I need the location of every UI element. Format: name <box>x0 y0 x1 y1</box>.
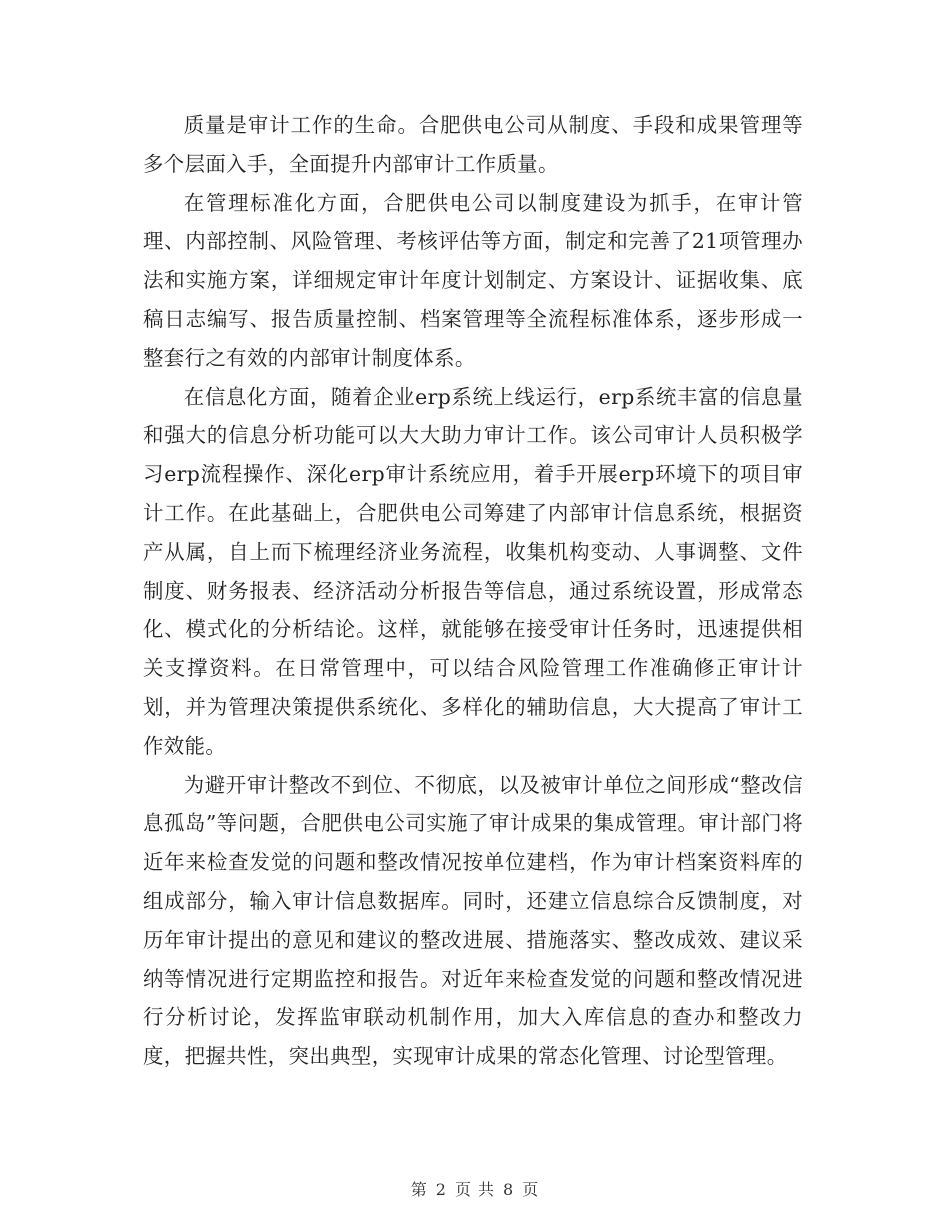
footer-mid: 页 共 <box>454 1180 496 1199</box>
paragraph-quality: 质量是审计工作的生命。合肥供电公司从制度、手段和成果管理等多个层面入手，全面提升内部审计工作质量。 <box>143 113 803 176</box>
footer-prefix: 第 <box>410 1180 428 1199</box>
paragraph-integration: 为避开审计整改不到位、不彻底，以及被审计单位之间形成“整改信息孤岛”等问题，合肥供电公司实施了审计成果的集成管理。审计部门将近年来检查发觉的问题和整改情况按单位建档，作为审计档案资料库的组成部分，输入审计信息数据库。同时，还建立信息综合反馈制度，对历年审计提出的意见和建议的整改进展、措施落实、整改成效、建议采纳等情况进行定期监控和报告。对近年来检查发觉的问题和整改情况进行分析讨论，发挥监审联动机制作用，加大入库信息的查办和整改力度，把握共性，突出典型，实现审计成果的常态化管理、讨论型管理。 <box>143 772 803 1069</box>
paragraph-standardization: 在管理标准化方面，合肥供电公司以制度建设为抓手，在审计管理、内部控制、风险管理、考核评估等方面，制定和完善了21项管理办法和实施方案，详细规定审计年度计划制定、方案设计、证据收集、底稿日志编写、报告质量控制、档案管理等全流程标准体系，逐步形成一整套行之有效的内部审计制度体系。 <box>143 190 803 370</box>
footer-suffix: 页 <box>522 1180 540 1199</box>
page-footer <box>0 1177 950 1200</box>
footer-total-pages: 8 <box>503 1180 515 1199</box>
footer-current-page: 2 <box>435 1180 447 1199</box>
document-body <box>143 106 803 1076</box>
paragraph-informatization: 在信息化方面，随着企业erp系统上线运行，erp系统丰富的信息量和强大的信息分析功能可以大大助力审计工作。该公司审计人员积极学习erp流程操作、深化erp审计系统应用，着手开展erp环境下的项目审计工作。在此基础上，合肥供电公司筹建了内部审计信息系统，根据资产从属，自上而下梳理经济业务流程，收集机构变动、人事调整、文件制度、财务报表、经济活动分析报告等信息，通过系统设置，形成常态化、模式化的分析结论。这样，就能够在接受审计任务时，迅速提供相关支撑资料。在日常管理中，可以结合风险管理工作准确修正审计计划，并为管理决策提供系统化、多样化的辅助信息，大大提高了审计工作效能。 <box>143 384 803 758</box>
